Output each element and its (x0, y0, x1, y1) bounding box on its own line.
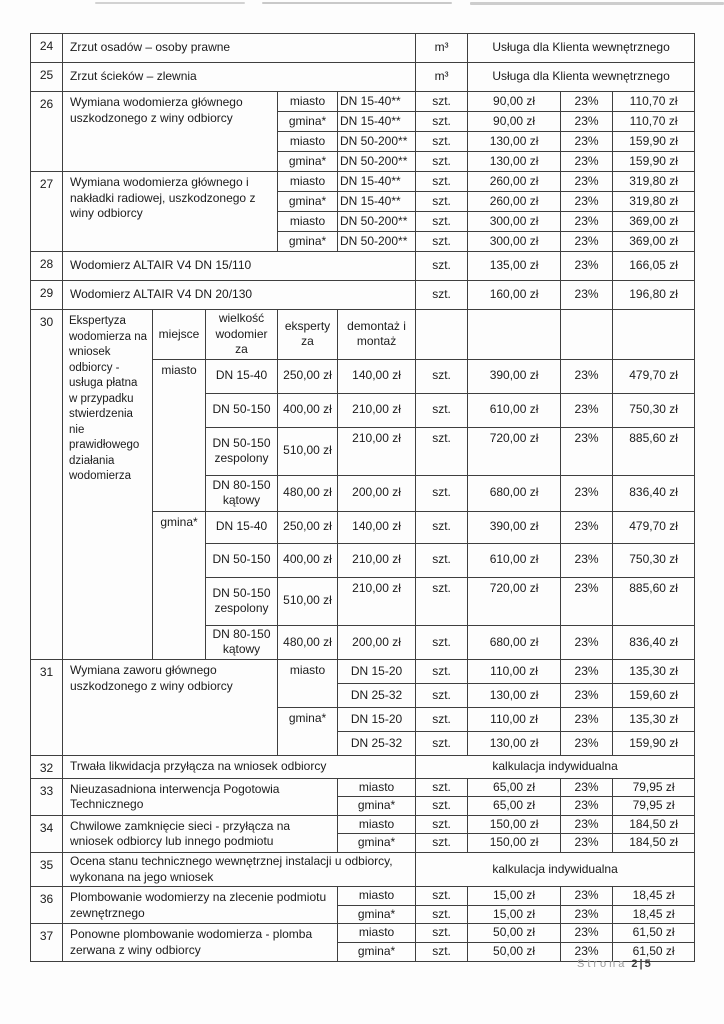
service-desc: Wymiana zaworu głównego uszkodzonego z winy odbiorcy (63, 659, 278, 755)
meter-size-cell: DN 50-150 (206, 543, 278, 577)
row-number: 36 (31, 887, 63, 924)
net-price-cell: 300,00 zł (468, 212, 561, 232)
footer-page-label: Strona (577, 958, 628, 970)
service-desc: Ekspertyza wodomierza na wniosek odbiorcy - usługa płatna w przypadku stwierdzenia nie prawidłowego działania wodomierza (63, 310, 153, 660)
unit-cell: szt. (416, 393, 468, 427)
scan-artifact (95, 2, 245, 4)
unit-cell: szt. (416, 475, 468, 511)
table-row (31, 252, 695, 281)
table-row (31, 281, 695, 310)
vat-cell: 23% (561, 212, 613, 232)
meter-size-cell: DN 50-150 zespolony (206, 427, 278, 475)
vat-cell: 23% (561, 511, 613, 543)
row-number: 27 (31, 172, 63, 252)
service-note: Usługa dla Klienta wewnętrznego (468, 63, 695, 92)
gross-price-cell: 184,50 zł (613, 834, 695, 853)
unit-cell: szt. (416, 112, 468, 132)
expertise-price-cell: 250,00 zł (278, 359, 338, 393)
gross-price-cell: 135,30 zł (613, 707, 695, 731)
net-price-cell: 720,00 zł (468, 427, 561, 475)
gross-price-cell: 79,95 zł (613, 778, 695, 797)
place-cell: gmina* (278, 112, 338, 132)
gross-price-cell: 196,80 zł (613, 281, 695, 310)
vat-cell: 23% (561, 475, 613, 511)
expertise-price-cell: 480,00 zł (278, 475, 338, 511)
unit-cell: szt. (416, 92, 468, 112)
row-number: 35 (31, 852, 63, 886)
dismantle-price-cell: 200,00 zł (338, 625, 416, 659)
gross-price-cell: 61,50 zł (613, 924, 695, 943)
place-cell: gmina* (278, 152, 338, 172)
empty-cell (416, 310, 468, 360)
header-ekspertyza: eksperty za (278, 310, 338, 360)
net-price-cell: 15,00 zł (468, 905, 561, 924)
expertise-price-cell: 400,00 zł (278, 543, 338, 577)
service-note: Usługa dla Klienta wewnętrznego (468, 34, 695, 63)
table-row (31, 778, 695, 797)
unit-cell: szt. (416, 152, 468, 172)
vat-cell: 23% (561, 625, 613, 659)
row-number: 30 (31, 310, 63, 660)
header-demontaz: demontaż i montaż (338, 310, 416, 360)
dismantle-price-cell: 210,00 zł (338, 427, 416, 475)
vat-cell: 23% (561, 683, 613, 707)
scan-artifact (262, 2, 452, 4)
price-table (30, 33, 695, 962)
vat-cell: 23% (561, 92, 613, 112)
unit-cell: szt. (416, 887, 468, 906)
meter-size-cell: DN 80-150 kątowy (206, 475, 278, 511)
gross-price-cell: 18,45 zł (613, 905, 695, 924)
meter-size-cell: DN 15-40 (206, 359, 278, 393)
gross-price-cell: 319,80 zł (613, 192, 695, 212)
gross-price-cell: 184,50 zł (613, 815, 695, 834)
meter-size-cell: DN 80-150 kątowy (206, 625, 278, 659)
vat-cell: 23% (561, 942, 613, 961)
net-price-cell: 390,00 zł (468, 511, 561, 543)
empty-cell (613, 310, 695, 360)
vat-cell: 23% (561, 834, 613, 853)
unit-cell: szt. (416, 427, 468, 475)
dn-size-cell: DN 15-40** (338, 192, 416, 212)
dn-size-cell: DN 50-200** (338, 132, 416, 152)
net-price-cell: 110,00 zł (468, 659, 561, 683)
service-desc: Wymiana wodomierza głównego i nakładki radiowej, uszkodzonego z winy odbiorcy (63, 172, 278, 252)
dn-size-cell: DN 25-32 (338, 731, 416, 755)
net-price-cell: 610,00 zł (468, 393, 561, 427)
net-price-cell: 160,00 zł (468, 281, 561, 310)
place-cell: gmina* (338, 834, 416, 853)
dn-size-cell: DN 15-20 (338, 659, 416, 683)
place-cell: gmina* (153, 511, 206, 659)
unit-cell: szt. (416, 625, 468, 659)
gross-price-cell: 110,70 zł (613, 112, 695, 132)
dismantle-price-cell: 200,00 zł (338, 475, 416, 511)
dismantle-price-cell: 210,00 zł (338, 543, 416, 577)
net-price-cell: 110,00 zł (468, 707, 561, 731)
net-price-cell: 680,00 zł (468, 625, 561, 659)
unit-cell: szt. (416, 172, 468, 192)
service-desc: Zrzut osadów – osoby prawne (63, 34, 416, 63)
row-number: 29 (31, 281, 63, 310)
table-row (31, 924, 695, 943)
net-price-cell: 65,00 zł (468, 778, 561, 797)
net-price-cell: 50,00 zł (468, 942, 561, 961)
net-price-cell: 720,00 zł (468, 577, 561, 625)
service-desc: Ocena stanu technicznego wewnętrznej instalacji u odbiorcy, wykonana na jego wniosek (63, 852, 416, 886)
gross-price-cell: 836,40 zł (613, 625, 695, 659)
net-price-cell: 50,00 zł (468, 924, 561, 943)
empty-cell (468, 310, 561, 360)
gross-price-cell: 369,00 zł (613, 212, 695, 232)
dn-size-cell: DN 15-20 (338, 707, 416, 731)
place-cell: miasto (153, 359, 206, 511)
row-number: 33 (31, 778, 63, 815)
vat-cell: 23% (561, 577, 613, 625)
service-desc: Wodomierz ALTAIR V4 DN 15/110 (63, 252, 416, 281)
unit-cell: szt. (416, 252, 468, 281)
row-number: 32 (31, 755, 63, 778)
service-desc: Chwilowe zamknięcie sieci - przyłącza na wniosek odbiorcy lub innego podmiotu (63, 815, 338, 852)
unit-cell: szt. (416, 683, 468, 707)
net-price-cell: 135,00 zł (468, 252, 561, 281)
gross-price-cell: 159,90 zł (613, 132, 695, 152)
vat-cell: 23% (561, 172, 613, 192)
net-price-cell: 610,00 zł (468, 543, 561, 577)
vat-cell: 23% (561, 797, 613, 816)
place-cell: miasto (278, 172, 338, 192)
net-price-cell: 90,00 zł (468, 112, 561, 132)
unit-cell: szt. (416, 192, 468, 212)
gross-price-cell: 885,60 zł (613, 577, 695, 625)
scan-artifact (470, 2, 724, 5)
service-desc: Nieuzasadniona interwencja Pogotowia Technicznego (63, 778, 338, 815)
dismantle-price-cell: 140,00 zł (338, 359, 416, 393)
net-price-cell: 680,00 zł (468, 475, 561, 511)
gross-price-cell: 750,30 zł (613, 543, 695, 577)
unit-cell: szt. (416, 707, 468, 731)
row-number: 31 (31, 659, 63, 755)
unit-cell: szt. (416, 815, 468, 834)
dismantle-price-cell: 210,00 zł (338, 577, 416, 625)
gross-price-cell: 750,30 zł (613, 393, 695, 427)
gross-price-cell: 79,95 zł (613, 797, 695, 816)
vat-cell: 23% (561, 359, 613, 393)
place-cell: gmina* (278, 192, 338, 212)
dismantle-price-cell: 210,00 zł (338, 393, 416, 427)
empty-cell (561, 310, 613, 360)
dn-size-cell: DN 15-40** (338, 112, 416, 132)
vat-cell: 23% (561, 924, 613, 943)
unit-cell: szt. (416, 797, 468, 816)
table-row (31, 92, 695, 112)
place-cell: gmina* (338, 942, 416, 961)
net-price-cell: 390,00 zł (468, 359, 561, 393)
unit-cell: szt. (416, 577, 468, 625)
vat-cell: 23% (561, 887, 613, 906)
gross-price-cell: 836,40 zł (613, 475, 695, 511)
expertise-price-cell: 510,00 zł (278, 577, 338, 625)
service-note: kalkulacja indywidualna (416, 852, 695, 886)
vat-cell: 23% (561, 659, 613, 683)
expertise-price-cell: 480,00 zł (278, 625, 338, 659)
dn-size-cell: DN 25-32 (338, 683, 416, 707)
unit-cell: szt. (416, 905, 468, 924)
vat-cell: 23% (561, 192, 613, 212)
meter-size-cell: DN 50-150 (206, 393, 278, 427)
gross-price-cell: 18,45 zł (613, 887, 695, 906)
unit-cell: m³ (416, 34, 468, 63)
dn-size-cell: DN 50-200** (338, 212, 416, 232)
vat-cell: 23% (561, 815, 613, 834)
gross-price-cell: 369,00 zł (613, 232, 695, 252)
gross-price-cell: 479,70 zł (613, 511, 695, 543)
service-desc: Plombowanie wodomierzy na zlecenie podmiotu zewnętrznego (63, 887, 338, 924)
net-price-cell: 15,00 zł (468, 887, 561, 906)
place-cell: miasto (278, 212, 338, 232)
vat-cell: 23% (561, 778, 613, 797)
vat-cell: 23% (561, 905, 613, 924)
unit-cell: szt. (416, 212, 468, 232)
vat-cell: 23% (561, 427, 613, 475)
net-price-cell: 260,00 zł (468, 172, 561, 192)
footer-page-number: 2|5 (631, 958, 653, 970)
gross-price-cell: 885,60 zł (613, 427, 695, 475)
service-desc: Trwała likwidacja przyłącza na wniosek odbiorcy (63, 755, 416, 778)
place-cell: miasto (338, 887, 416, 906)
expertise-price-cell: 400,00 zł (278, 393, 338, 427)
service-desc: Wymiana wodomierza głównego uszkodzonego z winy odbiorcy (63, 92, 278, 172)
dismantle-price-cell: 140,00 zł (338, 511, 416, 543)
header-wielkosc: wielkość wodomier za (206, 310, 278, 360)
unit-cell: m³ (416, 63, 468, 92)
gross-price-cell: 166,05 zł (613, 252, 695, 281)
meter-size-cell: DN 50-150 zespolony (206, 577, 278, 625)
unit-cell: szt. (416, 132, 468, 152)
expertise-price-cell: 510,00 zł (278, 427, 338, 475)
net-price-cell: 130,00 zł (468, 731, 561, 755)
net-price-cell: 65,00 zł (468, 797, 561, 816)
unit-cell: szt. (416, 232, 468, 252)
vat-cell: 23% (561, 232, 613, 252)
table-row (31, 659, 695, 683)
net-price-cell: 150,00 zł (468, 834, 561, 853)
meter-size-cell: DN 15-40 (206, 511, 278, 543)
place-cell: miasto (338, 815, 416, 834)
unit-cell: szt. (416, 924, 468, 943)
row-number: 25 (31, 63, 63, 92)
gross-price-cell: 135,30 zł (613, 659, 695, 683)
service-desc: Ponowne plombowanie wodomierza - plomba zerwana z winy odbiorcy (63, 924, 338, 961)
expertise-price-cell: 250,00 zł (278, 511, 338, 543)
table-row (31, 887, 695, 906)
vat-cell: 23% (561, 112, 613, 132)
row-number: 34 (31, 815, 63, 852)
unit-cell: szt. (416, 543, 468, 577)
row-number: 26 (31, 92, 63, 172)
gross-price-cell: 159,90 zł (613, 731, 695, 755)
place-cell: miasto (338, 778, 416, 797)
net-price-cell: 90,00 zł (468, 92, 561, 112)
place-cell: gmina* (338, 797, 416, 816)
unit-cell: szt. (416, 511, 468, 543)
unit-cell: szt. (416, 659, 468, 683)
unit-cell: szt. (416, 281, 468, 310)
row-number: 28 (31, 252, 63, 281)
unit-cell: szt. (416, 778, 468, 797)
vat-cell: 23% (561, 707, 613, 731)
dn-size-cell: DN 50-200** (338, 152, 416, 172)
service-note: kalkulacja indywidualna (416, 755, 695, 778)
place-cell: miasto (278, 92, 338, 112)
vat-cell: 23% (561, 132, 613, 152)
place-cell: gmina* (278, 707, 338, 755)
vat-cell: 23% (561, 281, 613, 310)
table-row (31, 63, 695, 92)
net-price-cell: 300,00 zł (468, 232, 561, 252)
table-row (31, 310, 695, 360)
place-cell: miasto (278, 659, 338, 707)
vat-cell: 23% (561, 543, 613, 577)
service-desc: Zrzut ścieków – zlewnia (63, 63, 416, 92)
vat-cell: 23% (561, 252, 613, 281)
vat-cell: 23% (561, 152, 613, 172)
header-miejsce: miejsce (153, 310, 206, 360)
gross-price-cell: 110,70 zł (613, 92, 695, 112)
gross-price-cell: 159,60 zł (613, 683, 695, 707)
dn-size-cell: DN 50-200** (338, 232, 416, 252)
gross-price-cell: 479,70 zł (613, 359, 695, 393)
place-cell: miasto (338, 924, 416, 943)
table-row (31, 172, 695, 192)
net-price-cell: 260,00 zł (468, 192, 561, 212)
vat-cell: 23% (561, 393, 613, 427)
vat-cell: 23% (561, 731, 613, 755)
place-cell: miasto (278, 132, 338, 152)
table-row (31, 852, 695, 886)
unit-cell: szt. (416, 359, 468, 393)
table-row (31, 755, 695, 778)
row-number: 24 (31, 34, 63, 63)
unit-cell: szt. (416, 834, 468, 853)
net-price-cell: 130,00 zł (468, 683, 561, 707)
unit-cell: szt. (416, 942, 468, 961)
page-footer (577, 958, 653, 970)
net-price-cell: 130,00 zł (468, 152, 561, 172)
place-cell: gmina* (338, 905, 416, 924)
gross-price-cell: 319,80 zł (613, 172, 695, 192)
net-price-cell: 130,00 zł (468, 132, 561, 152)
table-row (31, 34, 695, 63)
dn-size-cell: DN 15-40** (338, 92, 416, 112)
table-row (31, 815, 695, 834)
row-number: 37 (31, 924, 63, 961)
gross-price-cell: 159,90 zł (613, 152, 695, 172)
gross-price-cell: 61,50 zł (613, 942, 695, 961)
net-price-cell: 150,00 zł (468, 815, 561, 834)
service-desc: Wodomierz ALTAIR V4 DN 20/130 (63, 281, 416, 310)
unit-cell: szt. (416, 731, 468, 755)
dn-size-cell: DN 15-40** (338, 172, 416, 192)
place-cell: gmina* (278, 232, 338, 252)
